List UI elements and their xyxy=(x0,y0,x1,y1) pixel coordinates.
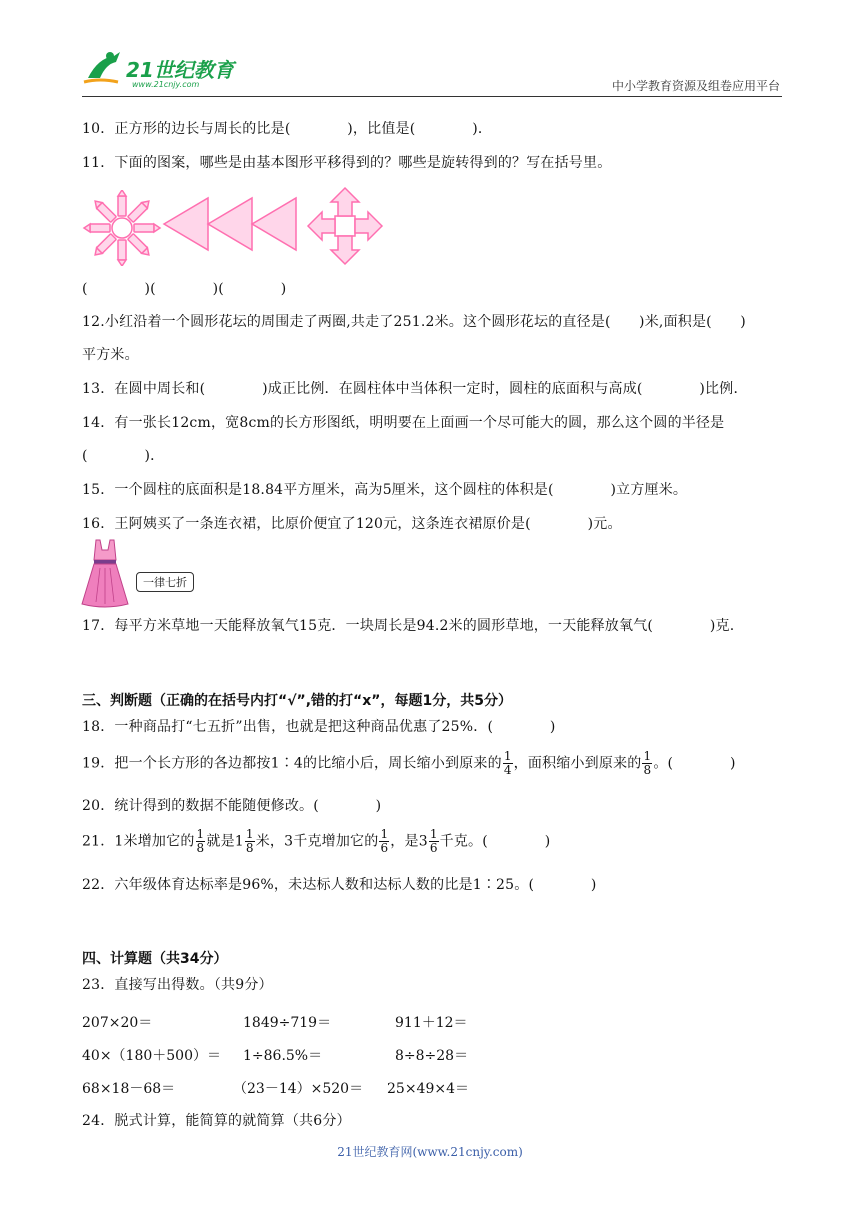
header-rule xyxy=(82,96,782,97)
question-14-line2: ( )． xyxy=(82,448,165,464)
fraction-denominator: 6 xyxy=(380,841,389,855)
question-13: 13．在圆中周长和( )成正比例．在圆柱体中当体积一定时，圆柱的底面积与高成( )比例． xyxy=(82,381,748,397)
logo-text: 21世纪教育 xyxy=(126,58,234,82)
calc-r1c2: 1849÷719＝ xyxy=(243,1015,332,1031)
q19-text-c: 。( ) xyxy=(653,755,736,772)
fraction-denominator: 6 xyxy=(429,841,438,855)
question-11: 11．下面的图案，哪些是由基本图形平移得到的？哪些是旋转得到的？写在括号里。 xyxy=(82,155,612,171)
q21-text-a: 21．1米增加它的 xyxy=(82,833,195,850)
logo xyxy=(80,48,250,94)
calc-r3c3: 25×49×4＝ xyxy=(387,1081,469,1097)
q21-text-b: 就是1 xyxy=(206,833,244,850)
fraction-numerator: 1 xyxy=(380,827,389,841)
fraction-numerator: 1 xyxy=(643,749,652,763)
footer-link[interactable]: 21世纪教育网(www.21cnjy.com) xyxy=(337,1145,523,1159)
calc-r1c3: 911＋12＝ xyxy=(395,1015,468,1031)
logo-url: www.21cnjy.com xyxy=(132,80,200,89)
section-4-title: 四、计算题（共34分） xyxy=(82,951,228,967)
question-14-line1: 14．有一张长12cm，宽8cm的长方形图纸，明明要在上面画一个尽可能大的圆，那么这个圆的半径是 xyxy=(82,415,725,431)
fraction-numerator: 1 xyxy=(245,827,254,841)
dress-icon xyxy=(80,538,130,608)
question-10: 10．正方形的边长与周长的比是( )，比值是( )． xyxy=(82,121,493,137)
fraction-denominator: 8 xyxy=(196,841,205,855)
calc-r2c3: 8÷8÷28＝ xyxy=(395,1048,469,1064)
q21-text-c: 米，3千克增加它的 xyxy=(255,833,379,850)
fraction-denominator: 8 xyxy=(245,841,254,855)
question-12-line1: 12.小红沿着一个圆形花坛的周围走了两圈,共走了251.2米。这个圆形花坛的直径是( )米,面积是( ) xyxy=(82,314,746,330)
sale-tag: 一律七折 xyxy=(136,572,194,592)
question-23: 23．直接写出得数。（共9分） xyxy=(82,977,273,993)
calc-r3c2: （23－14）×520＝ xyxy=(233,1081,364,1097)
calc-r2c1: 40×（180＋500）＝ xyxy=(82,1048,221,1064)
fraction xyxy=(379,828,389,855)
calc-r3c1: 68×18－68＝ xyxy=(82,1081,176,1097)
fraction-denominator: 4 xyxy=(503,763,512,777)
question-11-answers: ( )( )( ) xyxy=(82,281,287,297)
question-12-line2: 平方米。 xyxy=(82,347,139,363)
fraction xyxy=(503,750,513,777)
question-18: 18．一种商品打“七五折”出售，也就是把这种商品优惠了25%．( ) xyxy=(82,719,556,735)
fraction-numerator: 1 xyxy=(196,827,205,841)
question-22: 22．六年级体育达标率是96%，未达标人数和达标人数的比是1∶25。( ) xyxy=(82,877,597,893)
triangles-pattern-icon xyxy=(162,196,298,252)
question-24: 24．脱式计算，能简算的就简算（共6分） xyxy=(82,1113,351,1129)
q19-text-b: ，面积缩小到原来的 xyxy=(513,755,642,772)
question-19 xyxy=(82,750,736,777)
section-3-title: 三、判断题（正确的在括号内打“√”,错的打“x”，每题1分，共5分） xyxy=(82,693,512,709)
fraction xyxy=(245,828,255,855)
fraction-numerator: 1 xyxy=(429,827,438,841)
platform-name: 中小学教育资源及组卷应用平台 xyxy=(611,79,780,93)
calc-r2c2: 1÷86.5%＝ xyxy=(243,1048,323,1064)
q21-text-d: ，是3 xyxy=(390,833,428,850)
flower-pattern-icon xyxy=(82,190,162,266)
question-16: 16．王阿姨买了一条连衣裙，比原价便宜了120元，这条连衣裙原价是( )元。 xyxy=(82,516,622,532)
fraction xyxy=(196,828,206,855)
arrows-pattern-icon xyxy=(306,186,384,266)
fraction xyxy=(429,828,439,855)
q19-text-a: 19．把一个长方形的各边都按1∶4的比缩小后，周长缩小到原来的 xyxy=(82,755,502,772)
question-17: 17．每平方米草地一天能释放氧气15克．一块周长是94.2米的圆形草地，一天能释放氧气( )克. xyxy=(82,618,735,634)
fraction xyxy=(642,750,652,777)
question-21 xyxy=(82,828,550,855)
runner-logo-icon xyxy=(80,48,126,88)
fraction-numerator: 1 xyxy=(503,749,512,763)
question-20: 20．统计得到的数据不能随便修改。( ) xyxy=(82,798,382,814)
calc-r1c1: 207×20＝ xyxy=(82,1015,153,1031)
fraction-denominator: 8 xyxy=(643,763,652,777)
question-15: 15．一个圆柱的底面积是18.84平方厘米，高为5厘米，这个圆柱的体积是( )立方厘米。 xyxy=(82,482,688,498)
q21-text-e: 千克。( ) xyxy=(439,833,551,850)
